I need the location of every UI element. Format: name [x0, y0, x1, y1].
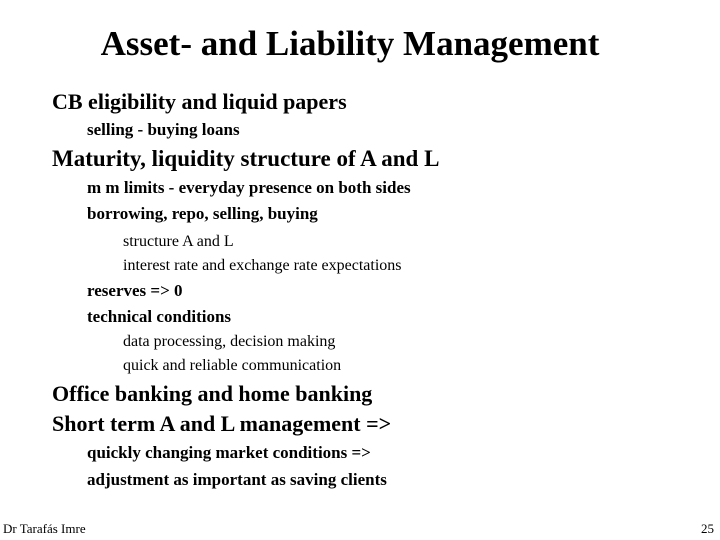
bullet-reserves: reserves => 0	[87, 281, 183, 300]
bullet-mm-limits: m m limits - everyday presence on both sides	[87, 178, 411, 197]
bullet-cb-eligibility: CB eligibility and liquid papers	[52, 89, 347, 114]
bullet-data-processing: data processing, decision making	[123, 333, 336, 350]
bullet-office-banking: Office banking and home banking	[52, 381, 373, 406]
bullet-communication: quick and reliable communication	[123, 357, 342, 374]
slide-title: Asset- and Liability Management	[100, 24, 600, 63]
bullet-structure-a-l: structure A and L	[123, 233, 234, 250]
bullet-rate-expectations: interest rate and exchange rate expectations	[123, 257, 402, 274]
bullet-short-term-management: Short term A and L management =>	[52, 411, 392, 436]
bullet-adjustment: adjustment as important as saving clients	[87, 470, 387, 489]
bullet-technical-conditions: technical conditions	[87, 307, 232, 326]
bullet-selling-buying-loans: selling - buying loans	[87, 120, 240, 139]
footer-author: Dr Tarafás Imre	[3, 521, 86, 536]
bullet-market-conditions: quickly changing market conditions =>	[87, 443, 371, 462]
bullet-borrowing-repo: borrowing, repo, selling, buying	[87, 204, 318, 223]
page-number: 25	[701, 521, 714, 536]
bullet-maturity-liquidity: Maturity, liquidity structure of A and L	[52, 146, 440, 171]
